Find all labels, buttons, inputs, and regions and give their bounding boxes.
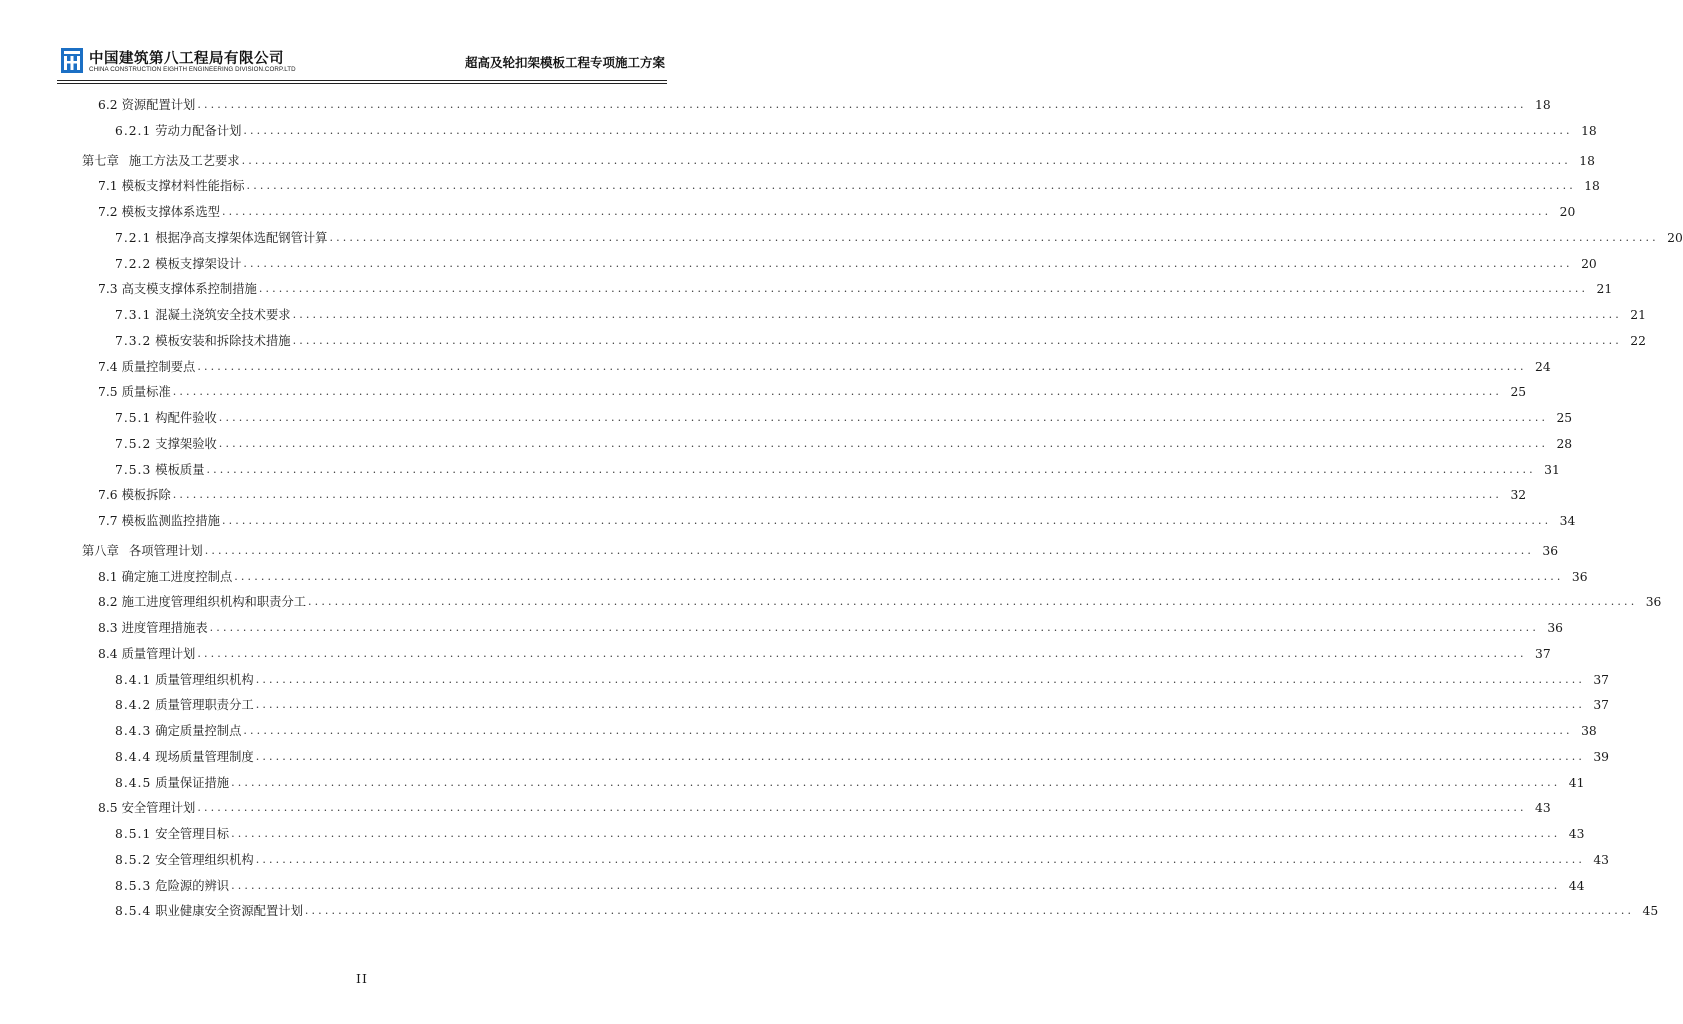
toc-entry-number: 7.4 — [98, 359, 118, 374]
toc-entry-number: 8.2 — [98, 595, 118, 610]
toc-entry[interactable] — [0, 588, 1662, 610]
toc-leader-dots: ........................................................................................................................................................................................................ — [221, 205, 1552, 218]
toc-entry[interactable] — [0, 172, 1600, 194]
toc-entry-title: 支撑架验收 — [155, 436, 217, 451]
toc-entry-page: 18 — [1535, 98, 1551, 112]
toc-entry-title: 构配件验收 — [155, 411, 217, 425]
toc-entry-title: 模板支撑材料性能指标 — [121, 179, 245, 194]
toc-entry-page: 21 — [1630, 308, 1646, 322]
toc-entry-title: 质量保证措施 — [155, 775, 230, 790]
toc-leader-dots: ........................................................................................................................................................................................................ — [243, 256, 1573, 270]
toc-entry[interactable] — [0, 224, 1683, 246]
toc-entry[interactable] — [0, 481, 1527, 503]
toc-entry[interactable] — [0, 640, 1551, 662]
toc-entry-page: 39 — [1593, 749, 1610, 764]
toc-entry-page: 32 — [1510, 488, 1527, 503]
toc-entry-number: 6.2.1 — [115, 123, 152, 138]
toc-entry[interactable] — [0, 91, 1551, 113]
toc-leader-dots: ........................................................................................................................................................................................................ — [172, 385, 1503, 399]
toc-leader-dots: ........................................................................................................................................................................................................ — [329, 230, 1659, 244]
toc-entry[interactable] — [0, 691, 1610, 713]
toc-entry-page: 31 — [1544, 462, 1560, 477]
toc-entry[interactable] — [0, 872, 1585, 894]
toc-entry-title: 各项管理计划 — [128, 543, 203, 558]
toc-leader-dots: ........................................................................................................................................................................................................ — [255, 852, 1586, 866]
toc-leader-dots: ........................................................................................................................................................................................................ — [304, 904, 1635, 918]
toc-entry-page: 22 — [1630, 333, 1646, 348]
toc-entry-title: 混凝土浇筑安全技术要求 — [155, 308, 291, 322]
toc-entry-page: 36 — [1571, 569, 1588, 584]
toc-entry[interactable] — [0, 275, 1613, 297]
toc-leader-dots: ........................................................................................................................................................................................................ — [197, 359, 1527, 373]
toc-entry-title: 施工方法及工艺要求 — [128, 153, 240, 168]
toc-leader-dots: ........................................................................................................................................................................................................ — [246, 179, 1576, 193]
toc-entry-page: 37 — [1593, 698, 1610, 713]
toc-entry[interactable] — [0, 301, 1646, 323]
page-header — [57, 43, 667, 79]
toc-entry-page: 36 — [1542, 543, 1559, 558]
toc-entry-page: 18 — [1581, 123, 1597, 138]
toc-leader-dots: ........................................................................................................................................................................................................ — [231, 775, 1561, 789]
toc-entry-number: 7.3.2 — [115, 333, 152, 348]
toc-entry[interactable] — [0, 537, 1559, 559]
toc-entry-number: 8.4 — [98, 646, 118, 661]
toc-entry-number: 7.5 — [98, 385, 118, 400]
toc-leader-dots: ........................................................................................................................................................................................................ — [172, 488, 1503, 502]
toc-leader-dots: ........................................................................................................................................................................................................ — [243, 123, 1573, 137]
toc-entry-page: 18 — [1584, 179, 1600, 194]
toc-entry-number: 8.5.2 — [115, 852, 152, 867]
toc-entry-title: 安全管理目标 — [155, 827, 230, 841]
toc-leader-dots: ........................................................................................................................................................................................................ — [255, 672, 1586, 686]
toc-entry-title: 模板支撑体系选型 — [121, 205, 220, 219]
toc-entry[interactable] — [0, 198, 1576, 220]
toc-leader-dots: ........................................................................................................................................................................................................ — [197, 98, 1527, 111]
toc-leader-dots: ........................................................................................................................................................................................................ — [197, 801, 1527, 815]
toc-entry-number: 8.4.1 — [115, 672, 152, 687]
toc-entry-title: 安全管理计划 — [121, 801, 196, 816]
toc-entry-number: 6.2 — [98, 98, 118, 112]
page-number: II — [356, 971, 368, 986]
toc-leader-dots: ........................................................................................................................................................................................................ — [231, 827, 1561, 840]
toc-entry-number: 7.6 — [98, 488, 118, 503]
toc-entry-number: 8.1 — [98, 569, 118, 584]
toc-leader-dots: ........................................................................................................................................................................................................ — [231, 878, 1561, 892]
toc-entry-page: 43 — [1568, 827, 1585, 841]
toc-entry[interactable] — [0, 250, 1597, 272]
toc-entry-title: 进度管理措施表 — [121, 621, 208, 635]
toc-entry-page: 43 — [1535, 801, 1551, 816]
toc-entry[interactable] — [0, 769, 1585, 791]
toc-entry[interactable] — [0, 666, 1610, 688]
toc-entry-page: 38 — [1581, 724, 1597, 738]
toc-leader-dots: ........................................................................................................................................................................................................ — [209, 621, 1539, 634]
toc-leader-dots: ........................................................................................................................................................................................................ — [221, 514, 1552, 527]
toc-leader-dots: ........................................................................................................................................................................................................ — [197, 646, 1527, 660]
toc-entry-number: 7.2 — [98, 205, 118, 219]
toc-entry-title: 质量控制要点 — [121, 359, 196, 374]
toc-entry-title: 质量管理组织机构 — [155, 672, 254, 687]
toc-entry-number: 8.4.4 — [115, 749, 152, 764]
toc-entry-number: 第七章 — [82, 153, 119, 168]
toc-entry-title: 根据净高支撑架体选配钢管计算 — [155, 230, 328, 245]
toc-entry-number: 8.5.1 — [115, 827, 152, 841]
toc-entry-page: 20 — [1667, 230, 1683, 245]
toc-entry[interactable] — [0, 897, 1659, 919]
toc-entry[interactable] — [0, 507, 1576, 529]
toc-entry-title: 模板支撑架设计 — [155, 256, 242, 271]
toc-entry-number: 7.3 — [98, 282, 118, 297]
toc-entry-number: 8.4.5 — [115, 775, 152, 790]
toc-entry-title: 资源配置计划 — [121, 98, 196, 112]
toc-leader-dots: ........................................................................................................................................................................................................ — [241, 153, 1571, 167]
toc-entry-title: 模板监测监控措施 — [121, 514, 220, 528]
toc-entry[interactable] — [0, 404, 1573, 426]
toc-entry-number: 8.5 — [98, 801, 118, 816]
toc-leader-dots: ........................................................................................................................................................................................................ — [218, 411, 1549, 424]
toc-entry-title: 质量标准 — [121, 385, 171, 400]
company-name-cn: 中国建筑第八工程局有限公司 — [89, 51, 284, 67]
toc-leader-dots: ........................................................................................................................................................................................................ — [234, 569, 1564, 583]
toc-entry-number: 8.5.4 — [115, 904, 152, 919]
toc-leader-dots: ........................................................................................................................................................................................................ — [308, 595, 1638, 609]
toc-entry-number: 7.5.1 — [115, 411, 152, 425]
document-title: 超高及轮扣架模板工程专项施工方案 — [464, 55, 665, 70]
toc-entry-title: 确定质量控制点 — [155, 724, 242, 738]
toc-entry-number: 第八章 — [82, 543, 119, 558]
toc-entry-number: 8.4.2 — [115, 698, 152, 713]
toc-entry-number: 7.5.3 — [115, 462, 152, 477]
toc-entry-number: 7.2.2 — [115, 256, 152, 271]
toc-leader-dots: ........................................................................................................................................................................................................ — [206, 462, 1536, 476]
toc-entry-number: 7.1 — [98, 179, 118, 194]
cscec-logo-icon — [61, 48, 83, 73]
header-divider — [57, 80, 667, 84]
toc-entry[interactable] — [0, 614, 1563, 636]
toc-entry-page: 34 — [1559, 514, 1576, 528]
toc-entry-page: 44 — [1568, 878, 1585, 893]
toc-entry-title: 确定施工进度控制点 — [121, 569, 233, 584]
toc-leader-dots: ........................................................................................................................................................................................................ — [292, 308, 1622, 321]
toc-entry[interactable] — [0, 117, 1597, 139]
toc-leader-dots: ........................................................................................................................................................................................................ — [255, 749, 1586, 763]
toc-entry[interactable] — [0, 430, 1573, 452]
toc-entry-number: 8.3 — [98, 621, 118, 635]
toc-entry[interactable] — [0, 563, 1588, 585]
toc-entry-title: 模板拆除 — [121, 488, 171, 503]
toc-entry-page: 21 — [1596, 282, 1613, 297]
toc-entry-page: 28 — [1556, 436, 1573, 451]
toc-entry-title: 安全管理组织机构 — [155, 852, 254, 867]
toc-entry[interactable] — [0, 846, 1610, 868]
toc-leader-dots: ........................................................................................................................................................................................................ — [292, 333, 1622, 347]
toc-entry-page: 41 — [1568, 775, 1585, 790]
toc-entry-page: 37 — [1593, 672, 1610, 687]
company-name-en: CHINA CONSTRUCTION EIGHTH ENGINEERING DIVISION.CORP.LTD — [89, 66, 296, 73]
toc-entry-page: 25 — [1556, 411, 1573, 425]
toc-entry-page: 20 — [1581, 256, 1597, 271]
toc-entry[interactable] — [0, 743, 1610, 765]
toc-entry-page: 36 — [1645, 595, 1662, 610]
toc-entry[interactable] — [0, 820, 1585, 842]
toc-entry-number: 8.5.3 — [115, 878, 152, 893]
toc-entry-page: 25 — [1510, 385, 1527, 400]
toc-leader-dots: ........................................................................................................................................................................................................ — [255, 698, 1586, 712]
toc-entry-page: 43 — [1593, 852, 1610, 867]
toc-entry-page: 37 — [1535, 646, 1551, 661]
toc-leader-dots: ........................................................................................................................................................................................................ — [218, 436, 1549, 450]
toc-entry-number: 7.5.2 — [115, 436, 152, 451]
toc-entry-title: 高支模支撑体系控制措施 — [121, 282, 257, 297]
toc-entry-page: 36 — [1547, 621, 1563, 635]
toc-entry-page: 24 — [1535, 359, 1551, 374]
toc-entry-number: 8.4.3 — [115, 724, 152, 738]
toc-entry-title: 现场质量管理制度 — [155, 749, 254, 764]
toc-entry-title: 施工进度管理组织机构和职责分工 — [121, 595, 307, 610]
toc-entry[interactable] — [0, 378, 1527, 400]
toc-entry-number: 7.7 — [98, 514, 118, 528]
toc-entry-number: 7.3.1 — [115, 308, 152, 322]
toc-entry-page: 45 — [1642, 904, 1659, 919]
toc-entry-title: 劳动力配备计划 — [155, 123, 242, 138]
toc-entry-title: 模板安装和拆除技术措施 — [155, 333, 291, 348]
toc-entry[interactable] — [0, 353, 1551, 375]
toc-entry-title: 模板质量 — [155, 462, 205, 477]
toc-entry-title: 危险源的辨识 — [155, 878, 230, 893]
toc-entry-title: 质量管理职责分工 — [155, 698, 254, 713]
toc-entry[interactable] — [0, 717, 1597, 739]
toc-entry-title: 职业健康安全资源配置计划 — [155, 904, 303, 919]
toc-leader-dots: ........................................................................................................................................................................................................ — [258, 282, 1589, 296]
toc-entry-page: 18 — [1579, 153, 1595, 168]
toc-entry-number: 7.2.1 — [115, 230, 152, 245]
toc-leader-dots: ........................................................................................................................................................................................................ — [243, 724, 1573, 737]
toc-leader-dots: ........................................................................................................................................................................................................ — [204, 543, 1535, 557]
toc-entry-title: 质量管理计划 — [121, 646, 196, 661]
toc-entry[interactable] — [0, 327, 1646, 349]
toc-entry-page: 20 — [1559, 205, 1576, 219]
toc-entry[interactable] — [0, 456, 1560, 478]
toc-entry[interactable] — [0, 794, 1551, 816]
toc-entry[interactable] — [0, 147, 1595, 169]
